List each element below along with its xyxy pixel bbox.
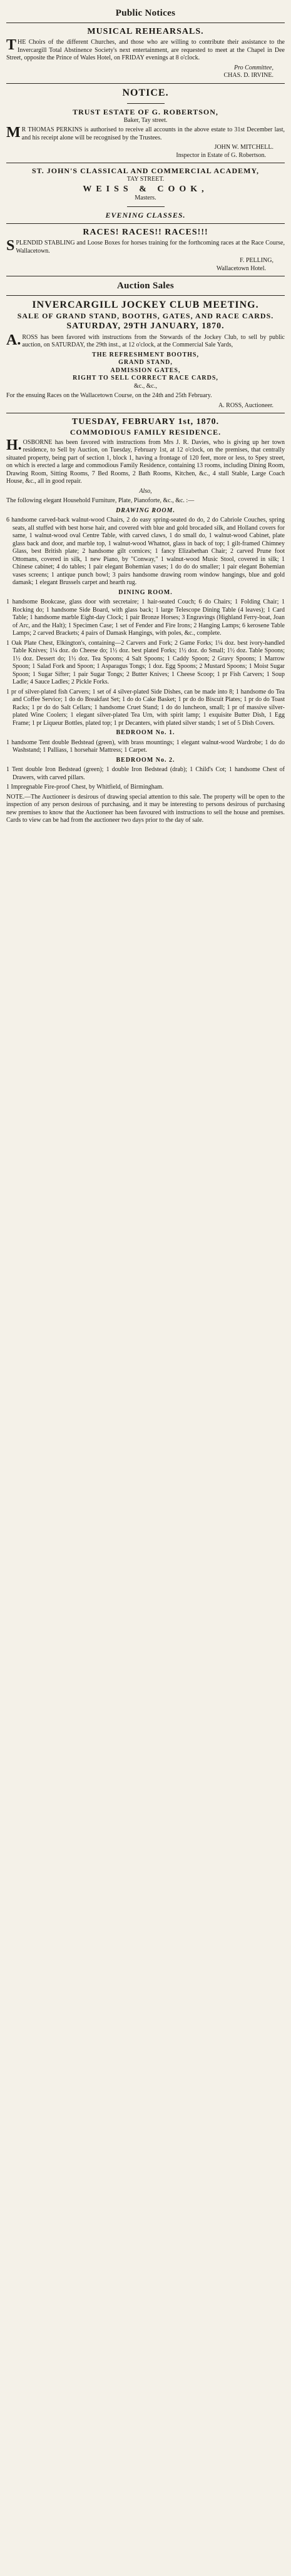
list-item: 1 Oak Plate Chest, Elkington's, containing—2 Carvers and Fork; 2 Game Forks; 1¼ doz. best ivory-handled Table Knives; 1¼ doz. do Cheese do; 1½ doz. best plated Forks; 1½ doz. do Small; 1½ doz. Table Spoons; 1½ doz. Dessert do; 1½ doz. Tea Spoons; 4 Salt Spoons; 1 Caddy Spoon; 2 Gravy Spoons; 1 Marrow Spoon; 1 Salad Fork and Spoon; 1 Asparagus Tongs; 1 doz. Egg Spoons; 2 Mustard Spoons; 1 Moist Sugar Spoon; 1 Sugar Sifter; 1 pair Sugar Tongs; 2 Butter Knives; 1 Cheese Scoop; 1 pr Fish Carvers; 1 Soup Ladle; 4 Sauce Ladles; 2 Pickle Forks. (6, 639, 285, 685)
academy-evening: EVENING CLASSES. (105, 210, 186, 220)
races-notice (6, 227, 285, 273)
auction-sales-header: Auction Sales (117, 281, 174, 291)
notice-subline: Baker, Tay street. (123, 116, 168, 124)
academy-heading: ST. JOHN'S CLASSICAL AND COMMERCIAL ACADEMY, (31, 166, 260, 176)
academy-masters-label: Masters. (135, 194, 156, 202)
divider (6, 223, 285, 224)
notice-subheading: TRUST ESTATE OF G. ROBERTSON, (73, 107, 218, 116)
list-item: 6 handsome carved-back walnut-wood Chairs, 2 do easy spring-seated do do, 2 do Cabriole Couches, spring seats, all stuffed with best horse hair, and covered with blue and gold brocaded silk, and Holland covers for same, 1 walnut-wood oval Centre Table, with carved claws, 1 do small do, 1 walnut-wood Cabinet, plate glass back and door, and marble top, 1 walnut-wood Whatnot, glass in back of top; 1 gilt-framed Chimney Glass, best British plate; 2 handsome gilt cornices; 1 fancy Elizabethan Chair; 2 carved Prune foot Ottomans, covered in silk, 1 new Piano, by "Conway," 1 walnut-wood Music Stool, covered in silk; 1 Chinese cabinet; 4 do tables; 1 pair elegant Bohemian vases; 1 do do do smaller; 1 pair elegant Bohemian vases screens; 1 antique punch bowl; 3 pairs handsome drawing room window hangings, blue and gold damask; 1 elegant Brussels carpet and hearth rug. (6, 517, 285, 586)
drawing-room-list (6, 517, 285, 587)
notice-body: MR THOMAS PERKINS is authorised to receive all accounts in the above estate to 31st December last, and his receipt alone will be recognised by the Trustees. (6, 124, 285, 141)
races-signer: F. PELLING, (240, 257, 273, 265)
divider (6, 295, 285, 296)
dining-room-list (6, 599, 285, 727)
bedroom1-list (6, 739, 285, 755)
drawing-room-heading: DRAWING ROOM. (116, 507, 175, 514)
dining-room-heading: DINING ROOM. (118, 588, 173, 596)
jockey-item: &c., &c., (134, 382, 157, 390)
bedroom2-heading: BEDROOM No. 2. (116, 756, 175, 764)
races-body: SPLENDID STABLING and Loose Boxes for horses training for the forthcoming races at the Race Course, Wallacetown. (6, 238, 285, 255)
musical-rehearsals-notice (6, 26, 285, 80)
jockey-sub: SALE OF GRAND STAND, BOOTHS, GATES, AND RACE CARDS. (17, 311, 274, 320)
jockey-closing: For the ensuing Races on the Wallacetown Course, on the 24th and 25th February. (6, 392, 212, 399)
notice-heading: NOTICE. (122, 87, 169, 98)
races-heading: RACES! RACES!! RACES!!! (83, 227, 208, 237)
list-item: 1 handsome Bookcase, glass door with secretaire; 1 hair-seated Couch; 6 do Chairs; 1 Folding Chair; 1 Rocking do; 1 handsome Side Board, with glass back; 1 large Telescope Dining Table (4 leaves); 1 Card Table; 1 handsome marble Eight-day Clock; 1 pair Bronze Horses; 3 Engravings (Highland Ferry-boat, Joan of Arc, and the Halt); 1 Specimen Case; 1 set of Fender and Fire Irons; 2 Hanging Lamps; 6 kerosene Table Lamps; 2 carved Brackets; 4 pairs of Damask Hangings, with poles, &c., complete. (6, 599, 285, 637)
list-item: 1 pr of silver-plated fish Carvers; 1 set of 4 silver-plated Side Dishes, can be made into 8; 1 handsome do Tea and Coffee Service; 1 do do Breakfast Set; 1 do do Cake Basket; 1 pr do do Biscuit Plates; 1 pr do do Toast Racks; 1 pr do do Salt Cellars; 1 handsome Cruet Stand; 1 do do luncheon, small; 1 pr of massive silver-plated Wine Coolers; 1 elegant silver-plated Tea Urn, with spirit lamp; 1 exquisite Butter Dish, 1 Egg Frame; 1 pr Liqueur Bottles, plated top; 1 pr Decanters, with plated silver stands; 1 set of 5 Dish Covers. (6, 688, 285, 727)
academy-street: TAY STREET. (126, 176, 165, 183)
list-item: 1 handsome Tent double Bedstead (green), with brass mountings; 1 elegant walnut-wood Wardrobe; 1 do do Washstand; 1 Palliass, 1 horsehair Mattress; 1 Carpet. (6, 739, 285, 754)
academy-notice (6, 166, 285, 220)
divider (127, 206, 165, 207)
residence-date: TUESDAY, FEBRUARY 1st, 1870. (71, 417, 220, 427)
public-notices-header: Public Notices (115, 8, 176, 18)
residence-also-body: The following elegant Household Furniture, Plate, Pianoforte, &c., &c. :— (6, 497, 195, 504)
residence-also: Also, (139, 487, 152, 495)
jockey-club-sale (6, 299, 285, 410)
jockey-item: RIGHT TO SELL CORRECT RACE CARDS, (73, 375, 218, 381)
musical-signer: CHAS. D. IRVINE. (223, 72, 273, 79)
residence-note: NOTE.—The Auctioneer is desirous of drawing special attention to this sale. The property will be open to the inspection of any person desirous of purchasing, and it may be interesting to persons desirous of purchasing new premises to know that the Auctioneer has been favoured with instructions to sell the house and premises. Cards to view can be had from the auctioneer two days prior to the day of sale. (6, 793, 285, 824)
bedroom1-heading: BEDROOM No. 1. (116, 729, 175, 736)
family-residence-sale (6, 417, 285, 825)
robertson-notice (6, 87, 285, 160)
jockey-item: THE REFRESHMENT BOOTHS, (92, 351, 199, 358)
jockey-heading: INVERCARGILL JOCKEY CLUB MEETING. (32, 300, 259, 310)
residence-body: H.OSBORNE has been favored with instructions from Mrs J. R. Davies, who is giving up her town residence, to Sell by Auction, on Tuesday, February 1st, at 12 o'clock, on the premises, that centrally situated property, being part of section 1, block 1, having a frontage of 120 feet, more or less, to Spey street, on which is erected a large and commodious Family Residence, containing 13 rooms, including Dining Room, Drawing Room, Sitting Rooms, 7 Bed Rooms, 2 Bath Rooms, Kitchen, &c., 4 stall Stable, Large Coach House, &c., all in good repair. (6, 437, 285, 485)
newspaper-page (6, 0, 285, 825)
notice-signer-title: Inspector in Estate of G. Robertson. (176, 151, 266, 159)
divider (6, 83, 285, 84)
musical-pro: Pro Committee, (234, 64, 273, 71)
divider (127, 103, 165, 104)
bedroom2-list (6, 766, 285, 792)
jockey-signer: A. ROSS, Auctioneer. (218, 402, 273, 409)
residence-heading: COMMODIOUS FAMILY RESIDENCE. (69, 427, 222, 437)
academy-masters: WEISS & COOK, (83, 184, 208, 194)
jockey-date: SATURDAY, 29TH JANUARY, 1870. (66, 321, 225, 331)
jockey-item: ADMISSION GATES, (110, 366, 181, 374)
jockey-item: GRAND STAND, (118, 359, 173, 366)
list-item: 1 Impregnable Fire-proof Chest, by Whitfield, of Birmingham. (6, 784, 164, 790)
list-item: 1 Tent double Iron Bedstead (green); 1 double Iron Bedstead (drab); 1 Child's Cot; 1 handsome Chest of Drawers, with carved pillars. (6, 766, 285, 781)
musical-heading: MUSICAL REHEARSALS. (87, 26, 204, 36)
races-signer-place: Wallacetown Hotel. (216, 265, 266, 272)
notice-signer: JOHN W. MITCHELL. (214, 144, 273, 151)
jockey-body: A.ROSS has been favored with instructions from the Stewards of the Jockey Club, to sell by public auction, on SATURDAY, the 29th inst., at 12 o'clock, at the Commercial Sale Yards, (6, 331, 285, 348)
musical-body: THE Choirs of the different Churches, and those who are willing to contribute their assistance to the Invercargill Total Abstinence Society's next entertainment, are requested to meet at the Chapel in Dee Street, opposite the Prince of Wales Hotel, on FRIDAY evenings at 8 o'clock. (6, 37, 285, 62)
